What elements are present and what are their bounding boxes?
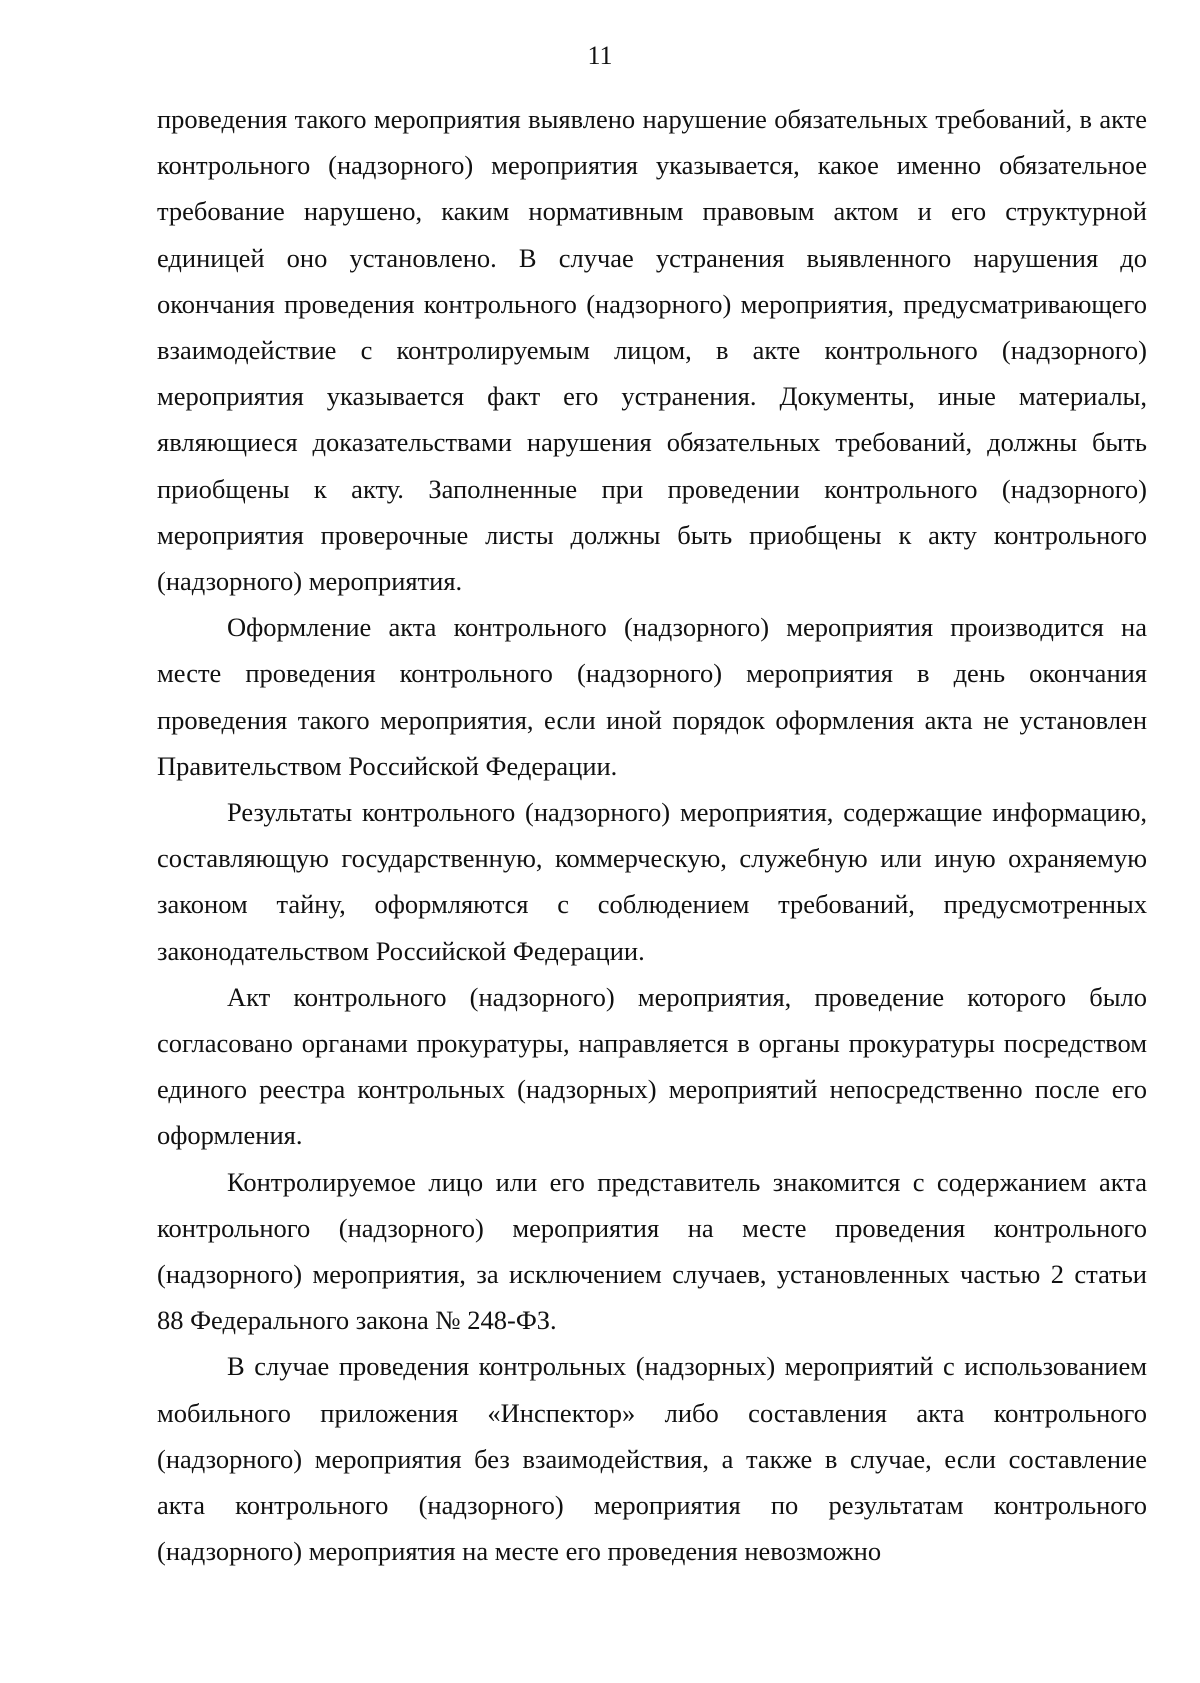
document-body [157, 96, 1147, 1575]
paragraph-results-secrecy: Результаты контрольного (надзорного) мероприятия, содержащие информацию, составляющую государственную, коммерческую, служебную или иную охраняемую законом тайну, оформляются с соблюдением требований, предусмотренных законодательством Российской Федерации. [157, 797, 1147, 966]
paragraph-prosecutor-registry: Акт контрольного (надзорного) мероприятия, проведение которого было согласовано органами прокуратуры, направляется в органы прокуратуры посредством единого реестра контрольных (надзорных) мероприятий непосредственно после его оформления. [157, 981, 1147, 1151]
paragraph-act-registration: Оформление акта контрольного (надзорного) мероприятия производится на месте проведения контрольного (надзорного) мероприятия в день окончания проведения такого мероприятия, если иной порядок оформления акта не установлен Правительством Российской Федерации. [157, 612, 1147, 781]
page-number: 11 [587, 41, 613, 70]
paragraph-controlled-person: Контролируемое лицо или его представитель знакомится с содержанием акта контрольного (надзорного) мероприятия на месте проведения контрольного (надзорного) мероприятия, за исключением случаев, установленных частью 2 статьи 88 Федерального закона № 248-ФЗ. [157, 1166, 1147, 1336]
paragraph-continuation: проведения такого мероприятия выявлено нарушение обязательных требований, в акте контрольного (надзорного) мероприятия указывается, какое именно обязательное требование нарушено, каким нормативным правовым актом и его структурной единицей оно установлено. В случае устранения выявленного нарушения до окончания проведения контрольного (надзорного) мероприятия, предусматривающего взаимодействие с контролируемым лицом, в акте контрольного (надзорного) мероприятия указывается факт его устранения. Документы, иные материалы, являющиеся доказательствами нарушения обязательных требований, должны быть приобщены к акту. Заполненные при проведении контрольного (надзорного) мероприятия проверочные листы должны быть приобщены к акту контрольного (надзорного) мероприятия. [157, 104, 1147, 597]
paragraph-inspector-app: В случае проведения контрольных (надзорных) мероприятий с использованием мобильного приложения «Инспектор» либо составления акта контрольного (надзорного) мероприятия без взаимодействия, а также в случае, если составление акта контрольного (надзорного) мероприятия по результатам контрольного (надзорного) мероприятия на месте его проведения невозможно [157, 1351, 1147, 1567]
